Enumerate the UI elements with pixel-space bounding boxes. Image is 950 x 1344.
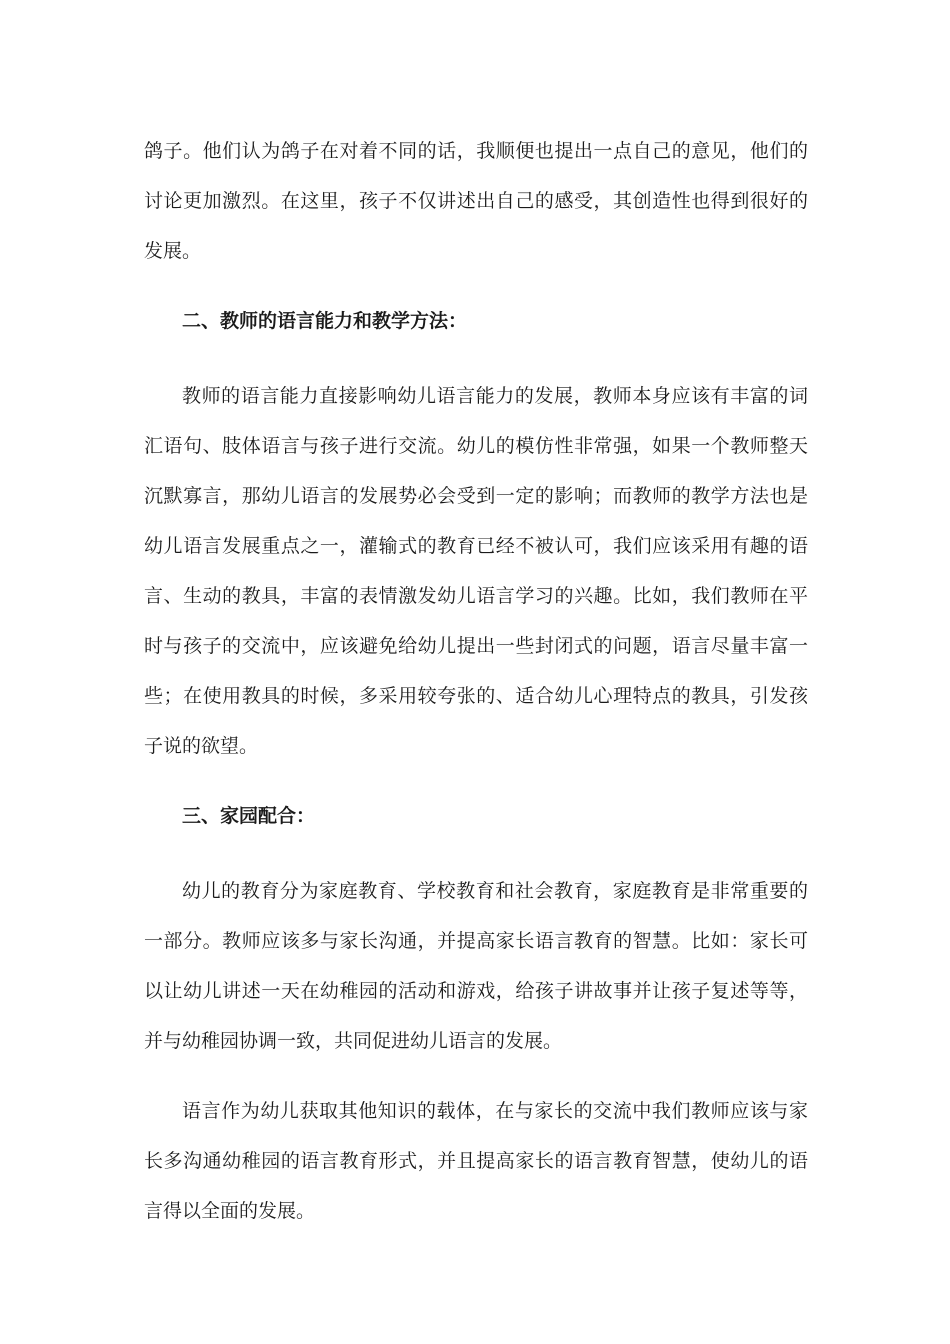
section-heading-home-school: 三、家园配合：: [182, 805, 316, 827]
document-body: [144, 126, 808, 1236]
paragraph-teacher-language: 教师的语言能力直接影响幼儿语言能力的发展，教师本身应该有丰富的词汇语句、肢体语言与孩子进行交流。幼儿的模仿性非常强，如果一个教师整天沉默寡言，那幼儿语言的发展势必会受到一定的影响；而教师的教学方法也是幼儿语言发展重点之一，灌输式的教育已经不被认可，我们应该采用有趣的语言、生动的教具，丰富的表情激发幼儿语言学习的兴趣。比如，我们教师在平时与孩子的交流中，应该避免给幼儿提出一些封闭式的问题，语言尽量丰富一些；在使用教具的时候，多采用较夸张的、适合幼儿心理特点的教具，引发孩子说的欲望。: [144, 385, 808, 757]
paragraph-home-education: 幼儿的教育分为家庭教育、学校教育和社会教育，家庭教育是非常重要的一部分。教师应该多与家长沟通，并提高家长语言教育的智慧。比如：家长可以让幼儿讲述一天在幼稚园的活动和游戏，给孩子讲故事并让孩子复述等等，并与幼稚园协调一致，共同促进幼儿语言的发展。: [144, 880, 808, 1052]
paragraph-intro-continued: 鸽子。他们认为鸽子在对着不同的话，我顺便也提出一点自己的意见，他们的讨论更加激烈。在这里，孩子不仅讲述出自己的感受，其创造性也得到很好的发展。: [144, 140, 808, 262]
section-heading-teacher-language: 二、教师的语言能力和教学方法：: [182, 310, 468, 332]
paragraph-conclusion: 语言作为幼儿获取其他知识的载体，在与家长的交流中我们教师应该与家长多沟通幼稚园的语言教育形式，并且提高家长的语言教育智慧，使幼儿的语言得以全面的发展。: [144, 1100, 808, 1222]
